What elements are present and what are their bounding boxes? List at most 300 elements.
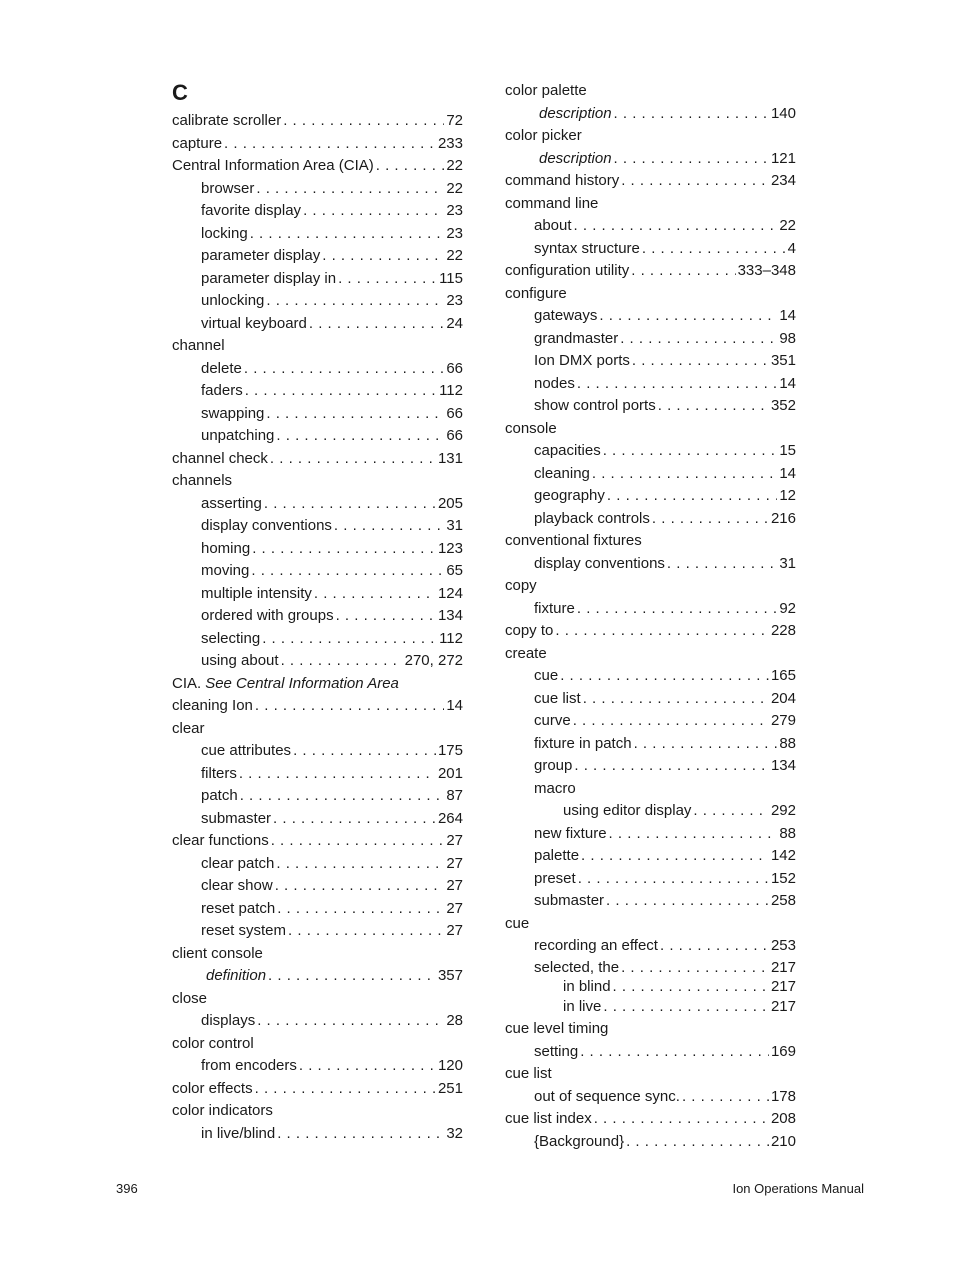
index-entry — [505, 170, 796, 193]
index-entry — [505, 890, 796, 913]
index-entry — [172, 853, 463, 876]
index-entry — [172, 1123, 463, 1146]
index-entry — [505, 125, 796, 148]
dot-leader — [620, 328, 777, 351]
index-term: macro — [534, 779, 576, 797]
index-term: cue — [505, 914, 530, 932]
index-term: channel — [172, 337, 225, 354]
page-reference: 87 — [446, 787, 463, 804]
dot-leader — [606, 890, 769, 913]
index-term: moving — [201, 562, 250, 579]
index-term: close — [172, 989, 208, 1007]
index-term: reset system — [201, 922, 287, 939]
dot-leader — [626, 1131, 769, 1154]
page-reference: 120 — [437, 1057, 463, 1074]
dot-leader — [252, 538, 436, 561]
page-reference: 112 — [439, 382, 463, 399]
index-term: description — [539, 104, 612, 122]
index-entry — [505, 823, 796, 846]
index-term: console — [505, 419, 557, 437]
page-reference: 121 — [770, 149, 796, 167]
page-reference: 31 — [446, 517, 463, 534]
index-entry — [505, 238, 796, 261]
dot-leader — [607, 485, 777, 508]
index-term: clear functions — [172, 832, 269, 849]
index-entry — [172, 1078, 463, 1101]
index-term: ordered with groups — [201, 607, 334, 624]
index-term: group — [534, 757, 573, 774]
index-term: curve — [534, 712, 571, 729]
index-term: using editor display — [563, 802, 692, 819]
index-entry — [172, 875, 463, 898]
dot-leader — [577, 373, 777, 396]
dot-leader — [240, 785, 445, 808]
index-term: new fixture — [534, 824, 607, 842]
dot-leader — [603, 996, 769, 1019]
dot-leader — [583, 688, 769, 711]
index-term: homing — [201, 539, 251, 557]
index-entry — [505, 193, 796, 216]
dot-leader — [581, 845, 769, 868]
index-term: capacities — [534, 442, 601, 459]
index-entry — [505, 1041, 796, 1064]
index-entry — [172, 380, 463, 403]
dot-leader — [573, 710, 769, 733]
page-reference: 140 — [770, 104, 796, 122]
index-entry — [505, 778, 796, 801]
index-entry — [505, 665, 796, 688]
index-term: client console — [172, 944, 263, 962]
index-entry — [505, 485, 796, 508]
index-entry — [505, 733, 796, 756]
index-entry — [505, 688, 796, 711]
index-term: asserting — [201, 494, 262, 512]
page-reference: 14 — [779, 374, 796, 392]
index-term: {Background} — [534, 1132, 625, 1150]
index-entry — [505, 710, 796, 733]
dot-leader — [322, 245, 444, 268]
page-reference: 22 — [446, 247, 463, 264]
index-term: cue level timing — [505, 1020, 609, 1037]
index-entry — [172, 515, 463, 538]
dot-leader — [239, 763, 436, 786]
dot-leader — [660, 935, 769, 958]
dot-leader — [336, 605, 436, 628]
page-reference: 217 — [770, 997, 796, 1015]
index-term: channels — [172, 472, 233, 489]
dot-leader — [271, 830, 445, 853]
index-entry — [505, 935, 796, 958]
index-entry — [172, 965, 463, 988]
index-entry — [172, 785, 463, 808]
dot-leader — [293, 740, 436, 763]
index-entry — [505, 996, 796, 1019]
page-number: 396 — [116, 1181, 138, 1196]
index-term: grandmaster — [534, 329, 619, 347]
index-entry — [172, 425, 463, 448]
index-term: preset — [534, 869, 576, 887]
dot-leader — [574, 215, 778, 238]
page-reference: 22 — [779, 217, 796, 234]
index-term: channel check — [172, 449, 268, 467]
index-term: setting — [534, 1042, 579, 1060]
index-term: create — [505, 644, 547, 662]
page-reference: 175 — [437, 742, 463, 759]
index-entry — [172, 988, 463, 1011]
page-reference: 31 — [779, 554, 796, 572]
dot-leader — [262, 628, 437, 651]
index-term: display conventions — [201, 517, 332, 534]
dot-leader — [614, 148, 769, 171]
index-term: from encoders — [201, 1057, 297, 1074]
dot-leader — [277, 898, 444, 921]
page-reference: 251 — [437, 1079, 463, 1097]
index-entry — [505, 80, 796, 103]
page-reference: 357 — [437, 967, 463, 984]
index-entry — [172, 628, 463, 651]
index-term: show control ports — [534, 397, 656, 414]
dot-leader — [273, 808, 436, 831]
index-entry — [505, 620, 796, 643]
index-term: out of sequence sync. — [534, 1087, 680, 1105]
page-reference: 123 — [437, 539, 463, 557]
index-term: CIA. — [172, 674, 202, 692]
page-reference: 27 — [446, 877, 463, 894]
dot-leader — [277, 1123, 444, 1146]
index-term: conventional fixtures — [505, 532, 642, 549]
index-entry — [505, 755, 796, 778]
page-reference: 134 — [437, 607, 463, 624]
index-term: selecting — [201, 629, 261, 647]
index-term: cue — [534, 667, 559, 684]
index-entry — [172, 223, 463, 246]
index-term: command history — [505, 172, 620, 189]
index-term: submaster — [201, 809, 272, 827]
dot-leader — [614, 103, 769, 126]
index-entry — [505, 395, 796, 418]
page-reference: 88 — [779, 824, 796, 842]
index-term: clear — [172, 719, 205, 737]
index-entry — [172, 335, 463, 358]
dot-leader — [631, 260, 735, 283]
index-entry — [172, 448, 463, 471]
index-term: patch — [201, 787, 238, 804]
page-reference: 27 — [446, 832, 463, 849]
dot-leader — [578, 868, 769, 891]
page-reference: 204 — [770, 689, 796, 707]
index-entry — [505, 643, 796, 666]
page-reference: 142 — [770, 847, 796, 864]
index-entry — [505, 845, 796, 868]
page-reference: 15 — [779, 442, 796, 459]
index-entry — [505, 215, 796, 238]
index-entry — [505, 350, 796, 373]
index-term: color palette — [505, 82, 587, 99]
index-term: fixture — [534, 599, 575, 617]
page-reference: 124 — [437, 584, 463, 602]
index-entry — [172, 358, 463, 381]
page-reference: 28 — [446, 1012, 463, 1029]
dot-leader — [281, 650, 403, 673]
index-term: cleaning Ion — [172, 697, 253, 714]
index-entry — [172, 650, 463, 673]
page-reference: 351 — [770, 352, 796, 369]
index-term: palette — [534, 847, 580, 864]
manual-title: Ion Operations Manual — [732, 1181, 864, 1196]
index-term: color indicators — [172, 1102, 273, 1119]
page-reference: 264 — [437, 809, 463, 827]
index-term: cue list — [534, 689, 581, 707]
index-term: cue attributes — [201, 742, 292, 759]
page-reference: 14 — [779, 464, 796, 482]
page-reference: 228 — [770, 622, 796, 639]
dot-leader — [555, 620, 769, 643]
dot-leader — [314, 583, 436, 606]
index-term: unpatching — [201, 427, 275, 444]
dot-leader — [642, 238, 786, 261]
index-entry — [172, 560, 463, 583]
dot-leader — [255, 695, 444, 718]
index-entry — [505, 1108, 796, 1131]
index-term: clear patch — [201, 854, 275, 872]
index-term: configuration utility — [505, 262, 630, 279]
page-reference: 14 — [779, 307, 796, 324]
index-entry — [505, 440, 796, 463]
page-reference: 131 — [437, 449, 463, 467]
page-reference: 217 — [770, 958, 796, 976]
dot-leader — [592, 463, 777, 486]
dot-leader — [276, 853, 444, 876]
dot-leader — [609, 823, 778, 846]
page-reference: 253 — [770, 937, 796, 954]
dot-leader — [276, 425, 444, 448]
page-reference: 178 — [770, 1087, 796, 1105]
page-reference: 279 — [770, 712, 796, 729]
dot-leader — [603, 440, 778, 463]
index-entry — [505, 463, 796, 486]
page-reference: 23 — [446, 224, 463, 242]
page-reference: 201 — [437, 764, 463, 782]
index-term: color control — [172, 1034, 254, 1052]
page-reference: 233 — [437, 134, 463, 152]
dot-leader — [693, 800, 769, 823]
index-entry — [172, 290, 463, 313]
dot-leader — [594, 1108, 769, 1131]
index-term: swapping — [201, 404, 265, 422]
section-letter: C — [172, 80, 188, 105]
dot-leader — [621, 170, 769, 193]
index-entry — [172, 268, 463, 291]
dot-leader — [255, 1078, 436, 1101]
dot-leader — [268, 965, 436, 988]
index-term: geography — [534, 487, 605, 504]
index-term: reset patch — [201, 899, 276, 917]
index-term: gateways — [534, 307, 598, 324]
dot-leader — [257, 1010, 444, 1033]
index-entry — [172, 920, 463, 943]
page-reference: 88 — [779, 734, 796, 752]
page-reference: 208 — [770, 1110, 796, 1127]
dot-leader — [652, 508, 769, 531]
index-entry — [505, 958, 796, 977]
index-entry — [172, 133, 463, 156]
index-entry — [172, 943, 463, 966]
dot-leader — [632, 350, 769, 373]
page-reference: 66 — [446, 427, 463, 444]
index-entry — [505, 530, 796, 553]
page-reference: 22 — [446, 157, 463, 174]
dot-leader — [303, 200, 444, 223]
index-entry — [172, 695, 463, 718]
index-entry — [172, 245, 463, 268]
page-reference: 234 — [770, 172, 796, 189]
index-term: in live/blind — [201, 1124, 276, 1142]
index-entry — [172, 403, 463, 426]
index-term: locking — [201, 224, 248, 242]
page-reference: 23 — [446, 292, 463, 309]
index-term: description — [539, 149, 612, 167]
dot-leader — [244, 358, 444, 381]
page-reference: 165 — [770, 667, 796, 684]
index-entry — [505, 283, 796, 306]
index-term: display conventions — [534, 554, 665, 572]
index-entry — [505, 868, 796, 891]
dot-leader — [270, 448, 436, 471]
page-reference: 205 — [437, 494, 463, 512]
index-term: playback controls — [534, 509, 650, 527]
page-reference: 115 — [439, 269, 463, 287]
index-entry — [505, 575, 796, 598]
index-entry — [505, 148, 796, 171]
page-reference: 92 — [779, 599, 796, 617]
dot-leader — [251, 560, 444, 583]
dot-leader — [256, 178, 444, 201]
page-reference: 292 — [770, 802, 796, 819]
index-term: browser — [201, 179, 255, 197]
index-entry — [172, 673, 463, 696]
index-term: in blind — [563, 977, 611, 995]
dot-leader — [682, 1086, 769, 1109]
index-entry — [505, 800, 796, 823]
page-reference: 65 — [446, 562, 463, 579]
index-term: multiple intensity — [201, 584, 312, 602]
page-reference: 352 — [770, 397, 796, 414]
index-entry — [505, 977, 796, 996]
index-entry — [505, 305, 796, 328]
dot-leader — [613, 977, 769, 996]
dot-leader — [266, 290, 444, 313]
index-entry — [172, 200, 463, 223]
index-term: cleaning — [534, 464, 590, 482]
index-term: selected, the — [534, 958, 620, 976]
index-term: parameter display — [201, 247, 321, 264]
index-entry — [172, 763, 463, 786]
index-entry — [505, 418, 796, 441]
dot-leader — [275, 875, 445, 898]
index-term: submaster — [534, 892, 605, 909]
index-term: color effects — [172, 1079, 253, 1097]
page-reference: 216 — [770, 509, 796, 527]
page-reference: 98 — [779, 329, 796, 347]
page-reference: 27 — [446, 899, 463, 917]
index-entry — [172, 1033, 463, 1056]
index-entry — [505, 553, 796, 576]
index-term: definition — [206, 967, 267, 984]
index-term: configure — [505, 284, 567, 302]
index-term: Ion DMX ports — [534, 352, 630, 369]
index-entry — [505, 373, 796, 396]
page-reference: 32 — [446, 1124, 463, 1142]
page-reference: 14 — [446, 697, 463, 714]
index-term: capture — [172, 134, 223, 152]
dot-leader — [580, 1041, 769, 1064]
index-entry — [172, 808, 463, 831]
index-entry — [172, 740, 463, 763]
index-entry — [172, 178, 463, 201]
dot-leader — [560, 665, 769, 688]
index-entry — [172, 718, 463, 741]
see-reference: See Central Information Area — [205, 674, 399, 692]
dot-leader — [264, 493, 436, 516]
index-entry — [505, 1063, 796, 1086]
index-entry — [505, 598, 796, 621]
index-term: clear show — [201, 877, 273, 894]
index-entry — [505, 1018, 796, 1041]
index-entry — [172, 538, 463, 561]
dot-leader — [309, 313, 444, 336]
page-reference: 333–348 — [737, 262, 796, 279]
dot-leader — [634, 733, 778, 756]
index-entry — [172, 830, 463, 853]
index-term: in live — [563, 997, 602, 1015]
index-term: about — [534, 217, 572, 234]
dot-leader — [574, 755, 769, 778]
index-column-right — [505, 80, 796, 1153]
dot-leader — [667, 553, 777, 576]
dot-leader — [376, 155, 445, 178]
dot-leader — [299, 1055, 436, 1078]
page-reference: 270, 272 — [404, 652, 463, 669]
dot-leader — [288, 920, 444, 943]
page-reference: 169 — [770, 1042, 796, 1060]
index-entry — [172, 583, 463, 606]
page-reference: 66 — [446, 404, 463, 422]
page-reference: 24 — [446, 314, 463, 332]
index-entry — [505, 508, 796, 531]
index-term: filters — [201, 764, 237, 782]
index-term: copy — [505, 577, 537, 594]
page-reference: 152 — [770, 869, 796, 887]
dot-leader — [334, 515, 444, 538]
index-entry — [172, 470, 463, 493]
index-term: using about — [201, 652, 279, 669]
index-entry — [172, 493, 463, 516]
page-reference: 22 — [446, 179, 463, 197]
index-entry — [172, 898, 463, 921]
dot-leader — [266, 403, 444, 426]
index-entry — [172, 1055, 463, 1078]
index-entry — [505, 103, 796, 126]
index-term: recording an effect — [534, 937, 658, 954]
dot-leader — [577, 598, 777, 621]
dot-leader — [621, 958, 769, 977]
index-entry — [505, 328, 796, 351]
index-term: favorite display — [201, 202, 302, 219]
index-entry — [172, 1100, 463, 1123]
page-reference: 72 — [446, 112, 463, 129]
index-term: color picker — [505, 127, 582, 144]
dot-leader — [245, 380, 437, 403]
